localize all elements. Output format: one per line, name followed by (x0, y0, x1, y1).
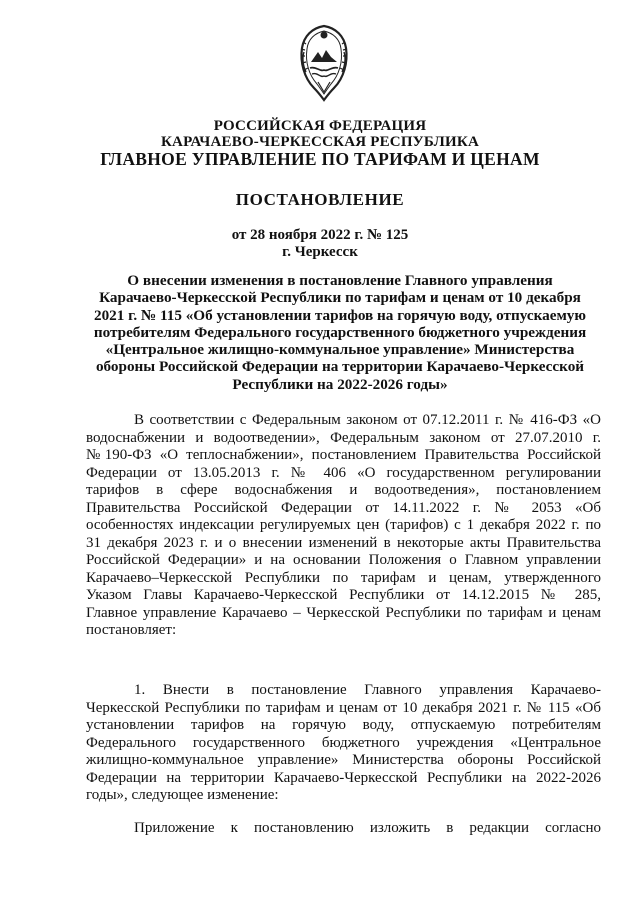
text-line: Приложение к постановлению изложить в редакции согласно (134, 820, 601, 836)
text-line: постановляет: (86, 622, 177, 638)
text-line: годы», следующее изменение: (86, 787, 279, 803)
preamble-paragraph (86, 412, 601, 640)
text-line: Главное управление Карачаево – Черкесской Республики по тарифам и ценам (86, 604, 601, 621)
text-line: установлении тарифов на горячую воду, отпускаемую потребителям (86, 717, 601, 733)
document-subject (86, 272, 594, 393)
header-country: РОССИЙСКАЯ ФЕДЕРАЦИЯ (213, 118, 427, 134)
text-line: Черкесской Республики по тарифам и ценам от 10 декабря 2021 г. № 115 «Об (86, 699, 601, 716)
text-line: водоснабжении и водоотведении», Федеральным законом от 27.07.2010 г. (86, 429, 601, 446)
subject-line: «Центральное жилищно-коммунальное управление» Министерства (105, 341, 575, 359)
text-line: №190-ФЗ «О теплоснабжении», постановлением Правительства Российской (86, 447, 601, 463)
subject-line: потребителям Федерального государственного бюджетного учреждения (93, 323, 587, 341)
subject-line: Республики на 2022-2026 годы» (232, 375, 448, 393)
appendix-paragraph (86, 820, 601, 838)
coat-of-arms-emblem (292, 22, 356, 104)
header-authority: ГЛАВНОЕ УПРАВЛЕНИЕ ПО ТАРИФАМ И ЦЕНАМ (100, 149, 540, 169)
text-line: 31 декабря 2023 г. и о внесении изменений в некоторые акты Правительства (86, 534, 601, 551)
document-date-number: от 28 ноября 2022 г. № 125 (231, 227, 409, 243)
text-line: Федерации от 13.05.2013 г. № 406 «О государственном регулировании (86, 464, 601, 481)
document-type: ПОСТАНОВЛЕНИЕ (235, 190, 405, 209)
text-line: Федерации на территории Карачаево-Черкесской Республики на 2022-2026 (86, 769, 601, 786)
text-line: Федерального государственного бюджетного учреждения «Центральное (86, 734, 601, 751)
document-city: г. Черкесск (282, 244, 358, 260)
text-line: жилищно-коммунальное управление» Министерства обороны Российской (86, 752, 601, 768)
text-line: В соответствии с Федеральным законом от 07.12.2011 г. № 416-ФЗ «О (134, 412, 601, 428)
text-line: Российской Федерации» и на основании Положения о Главном управлении (86, 552, 601, 568)
subject-line: 2021 г. № 115 «Об установлении тарифов на горячую воду, отпускаемую (93, 306, 587, 324)
header-republic: КАРАЧАЕВО-ЧЕРКЕССКАЯ РЕСПУБЛИКА (160, 134, 479, 150)
text-line: Карачаево–Черкесской Республики по тарифам и ценам, утвержденного (86, 569, 601, 586)
text-line: Указом Главы Карачаево-Черкесской Республики от 14.12.2015 № 285, (86, 587, 601, 603)
text-line: тарифов в сфере водоснабжения и водоотведения», постановлением (86, 482, 601, 498)
subject-line: Карачаево-Черкесской Республики по тарифам и ценам от 10 декабря (99, 289, 581, 307)
subject-line: обороны Российской Федерации на территории Карачаево-Черкесской (95, 358, 585, 376)
clause-1-paragraph (86, 682, 601, 805)
text-line: Правительства Российской Федерации от 14.11.2022 г. № 2053 «Об (86, 499, 601, 516)
text-line: 1. Внести в постановление Главного управления Карачаево- (134, 682, 601, 698)
text-line: особенностях индексации регулируемых цен (тарифов) с 1 декабря 2022 г. по (86, 517, 601, 533)
subject-line: О внесении изменения в постановление Главного управления (127, 272, 553, 289)
